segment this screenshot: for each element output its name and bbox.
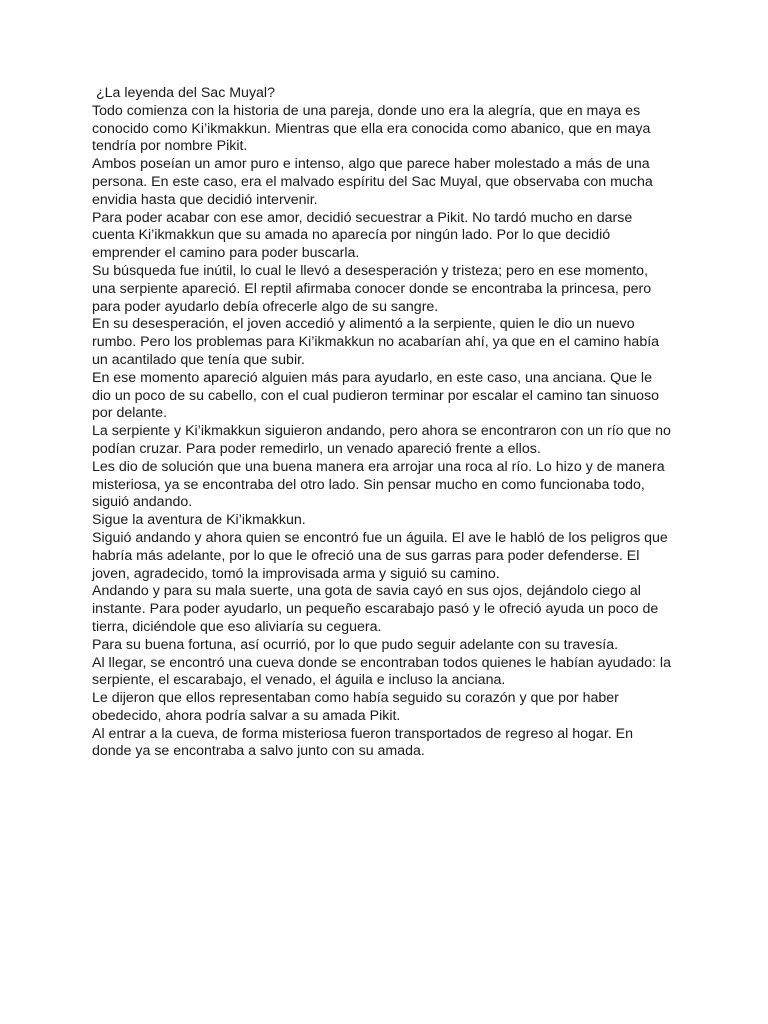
paragraph-line: Siguió andando y ahora quien se encontró fue un águila. El ave le habló de los peligros que — [92, 529, 668, 546]
paragraph-line: un acantilado que tenía que subir. — [92, 351, 305, 368]
paragraph-line: dio un poco de su cabello, con el cual pudieron terminar por escalar el camino tan sinuoso — [92, 387, 660, 404]
paragraph-line: Todo comienza con la historia de una pareja, donde uno era la alegría, que en maya es — [92, 102, 641, 119]
paragraph-line: conocido como Ki’ikmakkun. Mientras que ella era conocida como abanico, que en maya — [92, 120, 651, 137]
paragraph-line: podían cruzar. Para poder remedirlo, un venado apareció frente a ellos. — [92, 440, 541, 457]
paragraph-line: rumbo. Pero los problemas para Ki’ikmakkun no acabarían ahí, ya que en el camino había — [92, 334, 660, 351]
paragraph-line: siguió andando. — [92, 494, 193, 511]
paragraph-line: Sigue la aventura de Ki’ikmakkun. — [92, 512, 306, 529]
paragraph-line: Andando y para su mala suerte, una gota de savia cayó en sus ojos, dejándolo ciego al — [92, 583, 641, 600]
paragraph-line: Les dio de solución que una buena manera era arrojar una roca al río. Lo hizo y de manera — [92, 458, 665, 475]
paragraph — [92, 690, 682, 726]
paragraph-line: joven, agradecido, tomó la improvisada arma y siguió su camino. — [92, 565, 500, 582]
paragraph — [92, 512, 682, 530]
paragraph-line: Al llegar, se encontró una cueva donde se encontraban todos quienes le habían ayudado: la — [92, 654, 671, 671]
paragraph — [92, 210, 682, 263]
paragraph — [92, 263, 682, 316]
paragraph-line: En ese momento apareció alguien más para ayudarlo, en este caso, una anciana. Que le — [92, 369, 652, 386]
paragraph — [92, 726, 682, 762]
paragraph — [92, 459, 682, 512]
paragraph-line: Para poder acabar con ese amor, decidió secuestrar a Pikit. No tardó mucho en darse — [92, 209, 633, 226]
paragraph-line: En su desesperación, el joven accedió y alimentó a la serpiente, quien le dio un nuevo — [92, 316, 635, 333]
paragraph — [92, 655, 682, 691]
paragraph-line: Ambos poseían un amor puro e intenso, algo que parece haber molestado a más de una — [92, 156, 650, 173]
paragraph-line: La serpiente y Ki’ikmakkun siguieron andando, pero ahora se encontraron con un río que no — [92, 423, 671, 440]
paragraph — [92, 530, 682, 583]
document-body — [92, 85, 682, 761]
paragraph-line: Su búsqueda fue inútil, lo cual le llevó a desesperación y tristeza; pero en ese momento, — [92, 262, 649, 279]
paragraph-line: persona. En este caso, era el malvado espíritu del Sac Muyal, que observaba con mucha — [92, 173, 653, 190]
paragraph-line: serpiente, el escarabajo, el venado, el águila e incluso la anciana. — [92, 672, 506, 689]
paragraph — [92, 370, 682, 423]
paragraph — [92, 583, 682, 636]
paragraph-line: misteriosa, ya se encontraba del otro lado. Sin pensar mucho en como funcionaba todo, — [92, 476, 645, 493]
paragraph-line: por delante. — [92, 405, 167, 422]
paragraph — [92, 156, 682, 209]
paragraph-line: tendría por nombre Pikit. — [92, 138, 248, 155]
paragraph-line: cuenta Ki’ikmakkun que su amada no aparecía por ningún lado. Por lo que decidió — [92, 227, 611, 244]
paragraph-line: Para su buena fortuna, así ocurrió, por lo que pudo seguir adelante con su travesía. — [92, 636, 619, 653]
document-title-line: ¿La leyenda del Sac Muyal? — [92, 85, 275, 101]
paragraph-line: envidia hasta que decidió intervenir. — [92, 191, 318, 208]
paragraph — [92, 637, 682, 655]
paragraph-line: obedecido, ahora podría salvar a su amada Pikit. — [92, 707, 401, 724]
paragraph-line: emprender el camino para poder buscarla. — [92, 245, 360, 262]
paragraph-list — [92, 103, 682, 761]
paragraph — [92, 423, 682, 459]
paragraph-line: Le dijeron que ellos representaban como había seguido su corazón y que por haber — [92, 690, 619, 707]
document-title — [92, 85, 682, 103]
paragraph-line: Al entrar a la cueva, de forma misteriosa fueron transportados de regreso al hogar. En — [92, 725, 633, 742]
paragraph-line: para poder ayudarlo debía ofrecerle algo de su sangre. — [92, 298, 439, 315]
paragraph-line: una serpiente apareció. El reptil afirmaba conocer donde se encontraba la princesa, pero — [92, 280, 652, 297]
paragraph-line: donde ya se encontraba a salvo junto con su amada. — [92, 743, 425, 760]
paragraph — [92, 316, 682, 369]
paragraph-line: habría más adelante, por lo que le ofreció una de sus garras para poder defenderse. El — [92, 547, 640, 564]
paragraph — [92, 103, 682, 156]
paragraph-line: instante. Para poder ayudarlo, un pequeño escarabajo pasó y le ofreció ayuda un poco de — [92, 601, 659, 618]
paragraph-line: tierra, diciéndole que eso aliviaría su ceguera. — [92, 618, 382, 635]
